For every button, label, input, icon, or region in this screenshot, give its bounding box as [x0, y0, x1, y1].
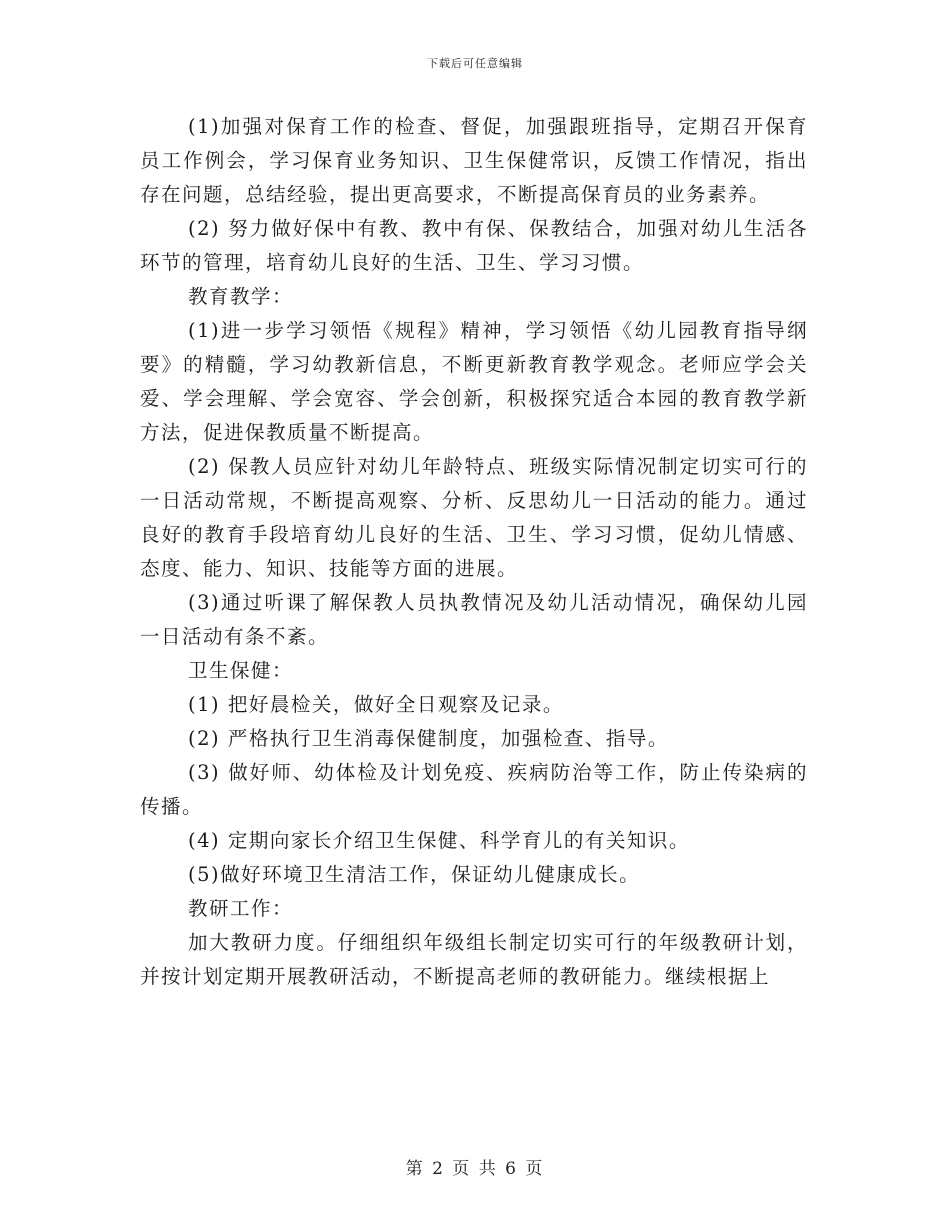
paragraph-education-2: (2) 保教人员应针对幼儿年龄特点、班级实际情况制定切实可行的一日活动常规，不断提高观察、分析、反思幼儿一日活动的能力。通过良好的教育手段培育幼儿良好的生活、卫生、学习习惯，促幼儿情感、态度、能力、知识、技能等方面的进展。	[140, 455, 808, 580]
page-header-note: 下载后可任意编辑	[427, 57, 523, 70]
page-number-footer: 第 2 页 共 6 页	[405, 1159, 545, 1179]
heading-health: 卫生保健：	[188, 659, 294, 682]
paragraph-health-3: (3) 做好师、幼体检及计划免疫、疾病防治等工作，防止传染病的传播。	[140, 761, 808, 818]
document-body	[140, 110, 808, 994]
paragraph-education-3: (3)通过听课了解保教人员执教情况及幼儿活动情况，确保幼儿园一日活动有条不紊。	[140, 591, 808, 648]
paragraph-care-2: (2) 努力做好保中有教、教中有保、保教结合，加强对幼儿生活各环节的管理，培育幼儿良好的生活、卫生、学习习惯。	[140, 217, 808, 274]
paragraph-health-5: (5)做好环境卫生清洁工作，保证幼儿健康成长。	[188, 863, 641, 886]
paragraph-care-1: (1)加强对保育工作的检查、督促，加强跟班指导，定期召开保育员工作例会，学习保育业务知识、卫生保健常识，反馈工作情况，指出存在问题，总结经验，提出更高要求，不断提高保育员的业务素养。	[140, 115, 808, 206]
paragraph-education-1: (1)进一步学习领悟《规程》精神，学习领悟《幼儿园教育指导纲要》的精髓，学习幼教新信息，不断更新教育教学观念。老师应学会关爱、学会理解、学会宽容、学会创新，积极探究适合本园的教育教学新方法，促进保教质量不断提高。	[140, 319, 808, 444]
paragraph-health-2: (2) 严格执行卫生消毒保健制度，加强检查、指导。	[188, 727, 669, 750]
paragraph-health-1: (1) 把好晨检关，做好全日观察及记录。	[188, 693, 564, 716]
paragraph-research-1: 加大教研力度。仔细组织年级组长制定切实可行的年级教研计划，并按计划定期开展教研活动，不断提高老师的教研能力。继续根据上	[140, 931, 808, 988]
heading-research: 教研工作：	[188, 897, 294, 920]
heading-education: 教育教学：	[188, 285, 294, 308]
paragraph-health-4: (4) 定期向家长介绍卫生保健、科学育儿的有关知识。	[188, 829, 690, 852]
